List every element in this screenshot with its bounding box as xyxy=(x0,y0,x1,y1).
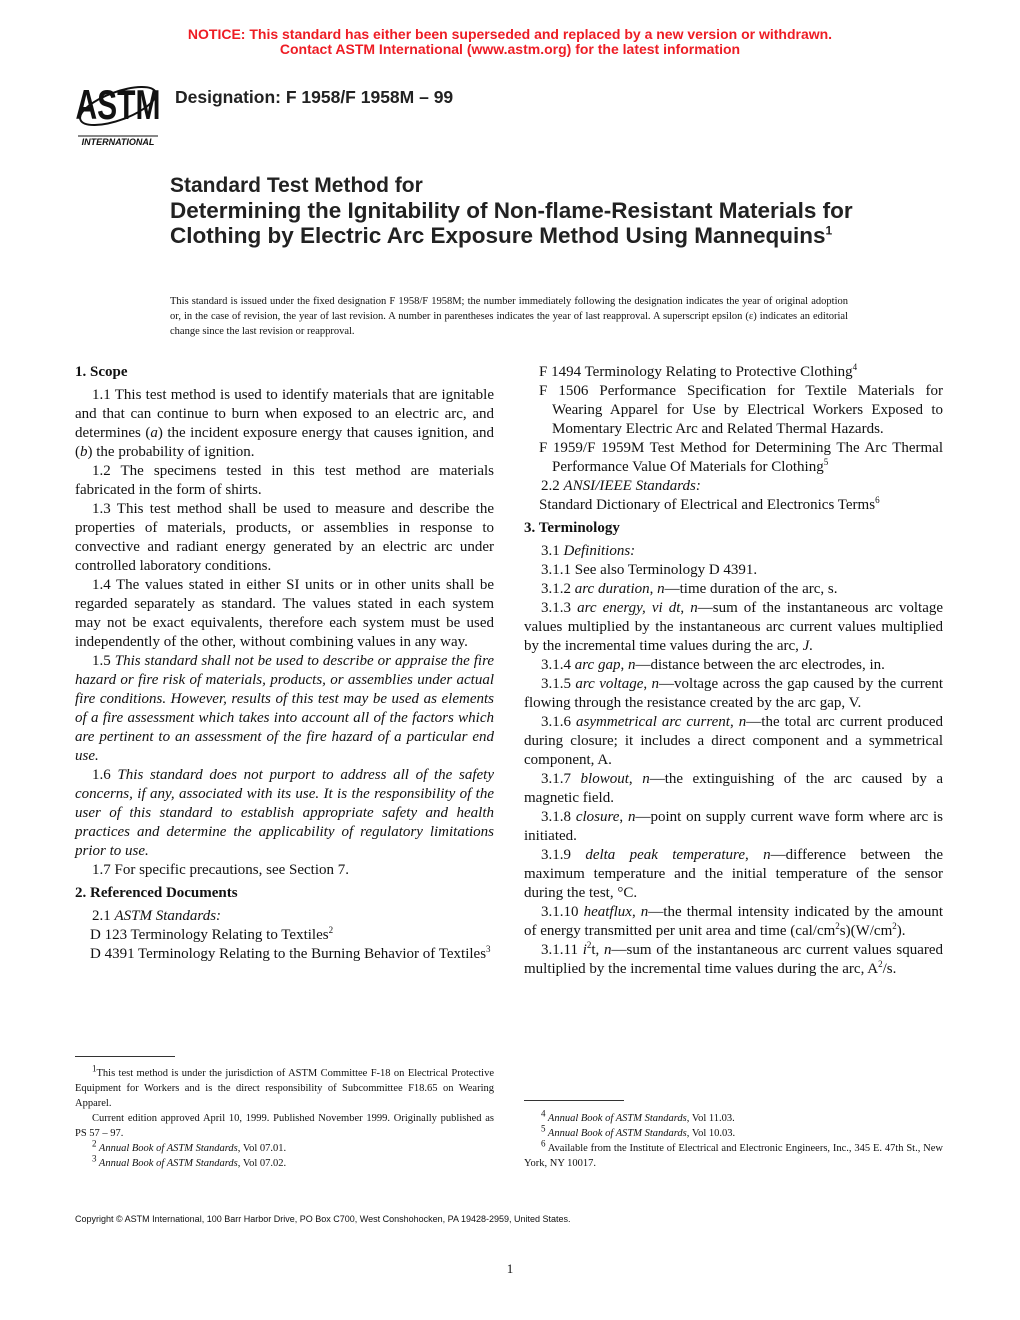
paragraph xyxy=(75,652,494,766)
text-run: 3.1.7 xyxy=(541,771,581,787)
reference-item xyxy=(524,439,943,477)
text-run: , xyxy=(649,581,658,597)
text-run: 3.1.4 xyxy=(541,657,575,673)
superscript: 6 xyxy=(875,495,880,505)
paragraph xyxy=(75,1111,494,1141)
text-run: D 4391 Terminology Relating to the Burning Behavior of Textiles xyxy=(90,946,487,962)
text-run: closure xyxy=(575,809,620,825)
text-run: arc energy, vi dt xyxy=(577,600,681,616)
text-run: 3.1.6 xyxy=(541,714,577,730)
text-run: arc gap xyxy=(574,657,621,673)
text-run: Current edition approved April 10, 1999. Published November 1999. Originally published as PS 57 – 97. xyxy=(75,1113,494,1139)
text-run: t, xyxy=(591,942,605,958)
right-column xyxy=(524,363,943,979)
text-run: 1.1 This test method is used to identify materials that are ignitable and that can continue to burn when exposed to an electric arc, and determines ( xyxy=(75,387,494,441)
text-run: , xyxy=(631,904,641,920)
paragraph xyxy=(75,500,494,576)
superscript: 2 xyxy=(92,1138,97,1149)
text-run: ). xyxy=(896,923,906,939)
text-run: 3.1.8 xyxy=(541,809,576,825)
text-run: —distance between the arc electrodes, in. xyxy=(635,657,885,673)
paragraph xyxy=(524,1138,943,1171)
text-run: F 1506 Performance Specification for Textile Materials for Wearing Apparel for Use by Electrical Workers Exposed to Momentary Electric Arc and Related Thermal Hazards. xyxy=(539,383,943,437)
text-run: 1.5 xyxy=(92,653,115,669)
svg-text:INTERNATIONAL: INTERNATIONAL xyxy=(81,137,155,147)
text-run: —sum of the instantaneous arc current values squared multiplied by the incremental time values during the arc, A xyxy=(524,942,944,977)
paragraph xyxy=(524,599,943,656)
title-footnote-ref: 1 xyxy=(825,223,833,238)
text-run: J. xyxy=(802,638,814,654)
text-run: —difference between the maximum temperature and the initial temperature of the sensor during the test, °C. xyxy=(524,847,943,901)
text-run: , xyxy=(643,676,652,692)
text-run: This standard shall not be used to describe or appraise the fire hazard or fire risk of materials, products, or assemblies under actual fire conditions. However, results of this test may be used as elements of a fire assessment which takes into account all of the factors which are pertinent to an assessment of the fire hazard of a particular end use. xyxy=(75,653,495,764)
reference-item xyxy=(524,382,943,439)
copyright: Copyright © ASTM International, 100 Barr Harbor Drive, PO Box C700, West Conshohocken, PA 19428-2959, United States. xyxy=(75,1214,571,1224)
text-run: , Vol 07.01. xyxy=(237,1143,287,1154)
superscript: 5 xyxy=(541,1123,546,1134)
text-run: —voltage across the gap caused by the current flowing through the resistance created by the arc gap, V. xyxy=(524,676,944,711)
text-run: heatflux xyxy=(583,904,632,920)
footnote-divider xyxy=(524,1100,624,1101)
document-title xyxy=(170,173,890,248)
paragraph xyxy=(524,808,943,846)
designation: Designation: F 1958/F 1958M – 99 xyxy=(175,87,454,107)
superscript: 5 xyxy=(823,457,829,467)
section-heading xyxy=(75,880,494,907)
issuance-statement: This standard is issued under the fixed designation F 1958/F 1958M; the number immediately following the designation indicates the year of original adoption or, in the case of revision, the year of last revision. A number in parentheses indicates the year of last reapproval. A superscript epsilon (ε) indicates an editorial change since the last revision or reapproval. xyxy=(170,296,848,337)
paragraph xyxy=(524,903,943,941)
superscript: 6 xyxy=(541,1138,546,1149)
text-run: n xyxy=(642,771,650,787)
reference-item xyxy=(75,945,494,964)
paragraph xyxy=(524,561,943,580)
paragraph xyxy=(75,1063,494,1111)
text-run: F 1494 Terminology Relating to Protective Clothing xyxy=(539,364,853,380)
text-run: Standard Dictionary of Electrical and Electronics Terms xyxy=(539,497,876,513)
text-run: 3.1.10 xyxy=(541,904,584,920)
text-run: n xyxy=(657,581,665,597)
paragraph xyxy=(524,477,943,496)
paragraph xyxy=(524,542,943,561)
paragraph xyxy=(75,576,494,652)
reference-item xyxy=(524,496,943,515)
paragraph xyxy=(75,861,494,880)
text-run: a xyxy=(150,425,158,441)
paragraph xyxy=(524,941,943,979)
paragraph xyxy=(75,1138,494,1156)
text-run: 1.7 For specific precautions, see Section 7. xyxy=(92,862,350,878)
text-run: Definitions: xyxy=(563,543,636,559)
text-run: /s. xyxy=(882,961,897,977)
footnotes-right xyxy=(524,1108,943,1171)
text-run: n xyxy=(738,714,747,730)
text-run: —the thermal intensity indicated by the amount of energy transmitted per unit area and time (cal/cm xyxy=(524,904,944,939)
text-run: —the extinguishing of the arc caused by a magnetic field. xyxy=(524,771,944,806)
text-run: ASTM Standards: xyxy=(114,908,222,924)
paragraph xyxy=(75,462,494,500)
text-run: 3. Terminology xyxy=(524,520,620,536)
text-run: 1.6 xyxy=(92,767,118,783)
text-run: D 123 Terminology Relating to Textiles xyxy=(90,927,329,943)
text-run: n xyxy=(604,942,612,958)
paragraph xyxy=(524,656,943,675)
text-run: Available from the Institute of Electrical and Electronic Engineers, Inc., 345 E. 47th St., New York, NY 10017. xyxy=(524,1143,943,1169)
text-run: —time duration of the arc, s. xyxy=(664,581,838,597)
text-run: 3.1.5 xyxy=(541,676,576,692)
text-run: 3.1 xyxy=(541,543,564,559)
text-run: , xyxy=(745,847,764,863)
paragraph xyxy=(524,846,943,903)
text-run: —point on supply current wave form where arc is initiated. xyxy=(524,809,944,844)
superscript: 3 xyxy=(486,944,491,954)
text-run: 2.2 xyxy=(541,478,564,494)
text-run: —sum of the instantaneous arc voltage values multiplied by the instantaneous arc current values multiplied by the incremental time values during the arc, xyxy=(524,600,944,654)
text-run: b xyxy=(80,444,88,460)
paragraph xyxy=(524,713,943,770)
text-run: 3.1.11 xyxy=(541,942,583,958)
text-run: 1.3 This test method shall be used to measure and describe the properties of materials, products, or assemblies in response to convective and radiant energy generated by an electric arc under controlled laboratory conditions. xyxy=(75,501,494,574)
paragraph xyxy=(75,766,494,861)
superscript: 2 xyxy=(892,921,897,931)
text-run: Annual Book of ASTM Standards xyxy=(96,1158,238,1169)
superscript: 2 xyxy=(586,940,592,950)
notice-line-1: NOTICE: This standard has either been superseded and replaced by a new version or withdrawn. xyxy=(187,26,833,42)
text-run: ) the incident exposure energy that causes ignition, and ( xyxy=(75,425,494,460)
text-run: This standard does not purport to address all of the safety concerns, if any, associated with its use. It is the responsibility of the user of this standard to establish appropriate safety and health practices and determine the applicability of regulatory limitations prior to use. xyxy=(75,767,495,859)
text-run: n xyxy=(640,904,649,920)
text-run: , xyxy=(628,771,643,787)
text-run: Annual Book of ASTM Standards xyxy=(545,1113,687,1124)
text-run: s)(W/cm xyxy=(839,923,893,939)
text-run: i xyxy=(582,942,587,958)
text-run: 2. Referenced Documents xyxy=(75,885,238,901)
text-run: delta peak temperature xyxy=(585,847,745,863)
paragraph xyxy=(524,1123,943,1141)
text-run: , Vol 07.02. xyxy=(237,1158,287,1169)
text-run: 1. Scope xyxy=(75,364,128,380)
left-column xyxy=(75,363,494,964)
paragraph xyxy=(75,907,494,926)
section-heading xyxy=(75,363,494,386)
text-run: , Vol 11.03. xyxy=(686,1113,735,1124)
text-run: 3.1.3 xyxy=(541,600,578,616)
reference-item xyxy=(75,926,494,945)
superscript: 3 xyxy=(92,1153,97,1164)
title-main xyxy=(170,198,890,248)
title-main-text: Determining the Ignitability of Non-flame-Resistant Materials for Clothing by Electric Arc Exposure Method Using Mannequins xyxy=(170,198,853,248)
text-run: arc duration xyxy=(574,581,650,597)
paragraph xyxy=(75,1153,494,1171)
text-run: This test method is under the jurisdiction of ASTM Committee F-18 on Electrical Protective Equipment for Workers and is the direct responsibility of Subcommittee F18.65 on Wearing Apparel. xyxy=(75,1068,494,1109)
superscript: 2 xyxy=(878,959,883,969)
text-run: , xyxy=(729,714,739,730)
footnotes-left xyxy=(75,1063,494,1171)
text-run: n xyxy=(651,676,660,692)
text-run: , xyxy=(620,657,628,673)
text-run: , xyxy=(680,600,691,616)
section-heading xyxy=(524,515,943,542)
text-run: F 1959/F 1959M Test Method for Determining The Arc Thermal Performance Value Of Materials for Clothing xyxy=(539,440,943,475)
text-run: 3.1.2 xyxy=(541,581,575,597)
astm-logo xyxy=(76,74,160,148)
text-run: 2.1 xyxy=(92,908,115,924)
superscript: 4 xyxy=(541,1108,546,1119)
text-run: ) the probability of ignition. xyxy=(87,444,255,460)
supersede-notice xyxy=(0,27,1020,57)
text-run: , xyxy=(619,809,628,825)
text-run: arc voltage xyxy=(575,676,644,692)
paragraph xyxy=(524,1108,943,1126)
text-run: ANSI/IEEE Standards: xyxy=(563,478,701,494)
superscript: 4 xyxy=(852,362,858,372)
text-run: 3.1.9 xyxy=(541,847,586,863)
paragraph xyxy=(524,675,943,713)
footnote-divider xyxy=(75,1056,175,1057)
superscript: 2 xyxy=(328,925,334,935)
text-run: n xyxy=(627,809,636,825)
page-number: 1 xyxy=(506,1261,514,1276)
text-run: , Vol 10.03. xyxy=(686,1128,736,1139)
text-run: 3.1.1 See also Terminology D 4391. xyxy=(541,562,758,578)
text-run: 1.2 The specimens tested in this test method are materials fabricated in the form of shirts. xyxy=(75,463,494,498)
paragraph xyxy=(75,386,494,462)
text-run: —the total arc current produced during closure; it includes a direct component and a symmetrical component, A. xyxy=(524,714,944,768)
text-run: n xyxy=(690,600,698,616)
text-run: 1.4 The values stated in either SI units or in other units shall be regarded separately as standard. The values stated in each system may not be exact equivalents, therefore each system must be used independently of the other, without combining values in any way. xyxy=(75,577,494,650)
text-run: asymmetrical arc current xyxy=(576,714,730,730)
svg-text:ASTM: ASTM xyxy=(76,80,160,129)
superscript: 2 xyxy=(835,921,840,931)
text-run: n xyxy=(627,657,636,673)
text-run: Annual Book of ASTM Standards xyxy=(96,1143,238,1154)
paragraph xyxy=(524,580,943,599)
text-run: Annual Book of ASTM Standards xyxy=(545,1128,687,1139)
text-run: n xyxy=(763,847,771,863)
text-run: blowout xyxy=(580,771,629,787)
notice-line-2: Contact ASTM International (www.astm.org) for the latest information xyxy=(279,41,741,57)
paragraph xyxy=(524,770,943,808)
title-line-1: Standard Test Method for xyxy=(170,174,423,197)
superscript: 1 xyxy=(92,1063,97,1074)
reference-item xyxy=(524,363,943,382)
